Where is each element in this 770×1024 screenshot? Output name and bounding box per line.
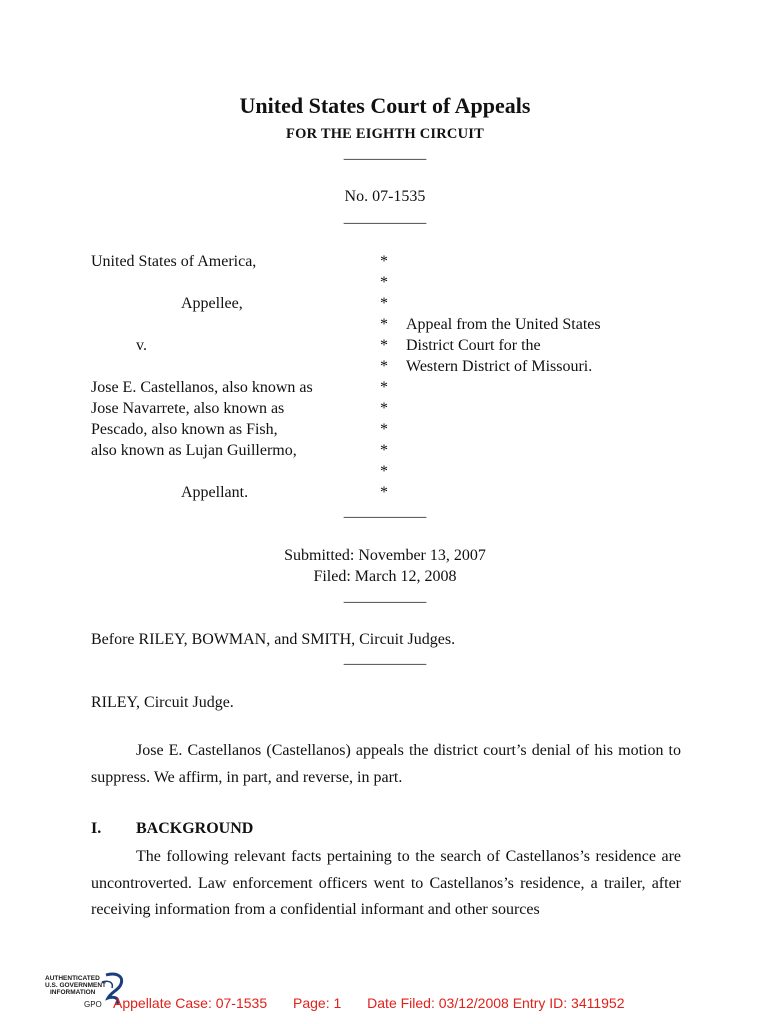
section-heading: BACKGROUND <box>136 820 254 837</box>
caption-star: * <box>380 295 388 312</box>
defendant-name-line: Pescado, also known as Fish, <box>91 421 278 438</box>
caption-star: * <box>380 484 388 501</box>
gpo-logo-text: U.S. GOVERNMENT <box>45 982 107 989</box>
opening-paragraph: Jose E. Castellanos (Castellanos) appeals the district court’s denial of his motion to suppress. We affirm, in part, and reverse, in part. <box>91 742 681 786</box>
court-title: United States Court of Appeals <box>239 93 531 118</box>
caption-star: * <box>380 253 388 270</box>
plaintiff-name: United States of America, <box>91 253 257 270</box>
appeal-from-line: Appeal from the United States <box>406 316 601 333</box>
divider-rule: ___________ <box>343 146 427 162</box>
gpo-logo-text: AUTHENTICATED <box>45 975 100 982</box>
gpo-logo-text: GPO <box>84 1000 102 1009</box>
caption-star: * <box>380 316 388 333</box>
caption-star: * <box>380 358 388 375</box>
caption-star: * <box>380 337 388 354</box>
defendant-name-line: also known as Lujan Guillermo, <box>91 442 297 459</box>
circuit-subtitle: FOR THE EIGHTH CIRCUIT <box>286 126 484 142</box>
divider-rule: ___________ <box>343 589 427 605</box>
caption-star: * <box>380 463 388 480</box>
caption-star: * <box>380 274 388 291</box>
caption-star: * <box>380 442 388 459</box>
filed-date: Filed: March 12, 2008 <box>313 568 457 585</box>
caption-star: * <box>380 379 388 396</box>
divider-rule: ___________ <box>343 210 427 226</box>
filing-footer <box>113 995 647 1011</box>
section-number: I. <box>91 820 102 837</box>
panel-line: Before RILEY, BOWMAN, and SMITH, Circuit Judges. <box>91 631 456 648</box>
gpo-logo-text: INFORMATION <box>50 989 96 996</box>
caption-star: * <box>380 400 388 417</box>
footer-filed: Date Filed: 03/12/2008 Entry ID: 3411952 <box>367 995 625 1011</box>
defendant-name-line: Jose Navarrete, also known as <box>91 400 285 417</box>
defendant-name-line: Jose E. Castellanos, also known as <box>91 379 313 396</box>
versus: v. <box>136 337 147 354</box>
appeal-from-line: Western District of Missouri. <box>406 358 593 375</box>
footer-case: Appellate Case: 07-1535 <box>113 995 268 1011</box>
divider-rule: ___________ <box>343 504 427 520</box>
submitted-date: Submitted: November 13, 2007 <box>284 547 486 564</box>
author-line: RILEY, Circuit Judge. <box>91 694 234 711</box>
defendant-role: Appellant. <box>181 484 249 501</box>
divider-rule: ___________ <box>343 651 427 667</box>
case-number: No. 07-1535 <box>344 188 426 205</box>
caption-star: * <box>380 421 388 438</box>
plaintiff-role: Appellee, <box>181 295 243 312</box>
background-paragraph: The following relevant facts pertaining to the search of Castellanos’s residence are uncontroverted. Law enforcement officers went to Castellanos’s residence, a trailer, after receiving information from a confidential informant and other sources <box>91 848 681 918</box>
footer-page: Page: 1 <box>293 995 342 1011</box>
appeal-from-line: District Court for the <box>406 337 541 354</box>
